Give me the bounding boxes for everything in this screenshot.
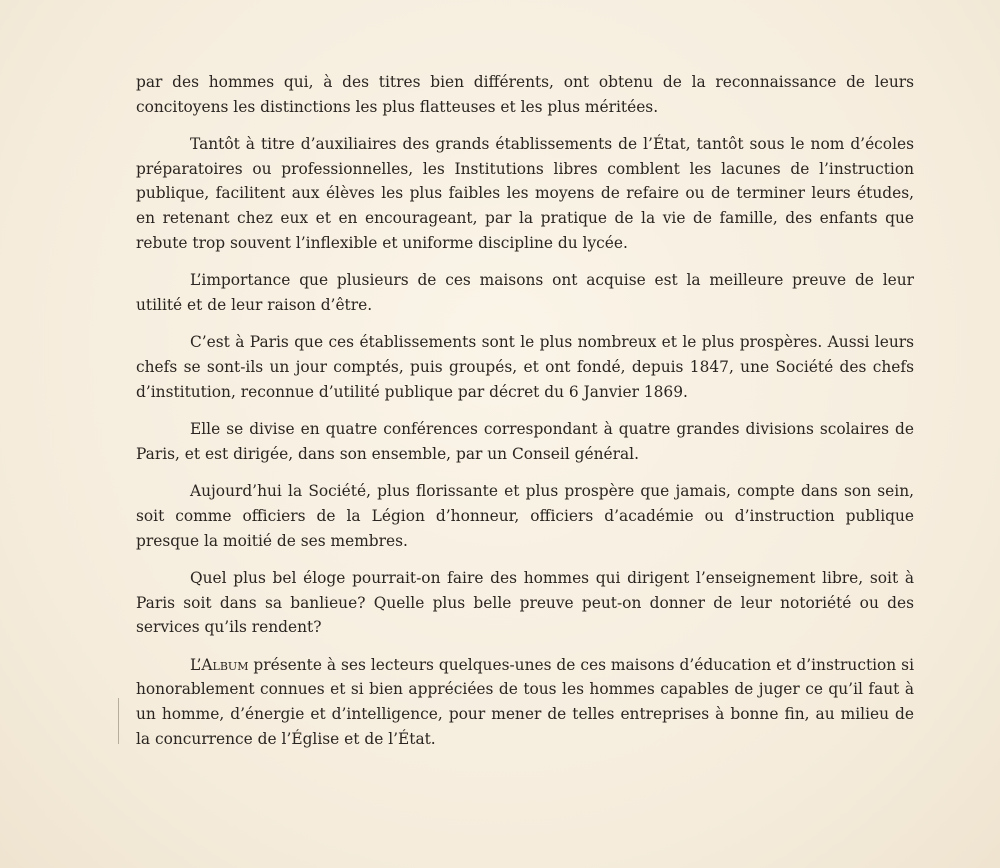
paragraph-5: Elle se divise en quatre conférences correspondant à quatre grandes divisions scolaires de Paris, et est dirigée, dans son ensemble, par un Conseil général. [136,420,914,463]
paragraph-2: Tantôt à titre d’auxiliaires des grands établissements de l’État, tantôt sous le nom d’écoles préparatoires ou professionnelles, les Institutions libres comblent les lacunes de l’instruction publique, facilitent aux élèves les plus faibles les moyens de refaire ou de terminer leurs études, en retenant chez eux et en encourageant, par la pratique de la vie de famille, des enfants que rebute trop souvent l’inflexible et uniforme discipline du lycée. [136,135,914,252]
paragraph-8-text: présente à ses lecteurs quelques-unes de ces maisons d’éducation et d’instruction si honorablement connues et si bien appréciées de tous les hommes capables de juger ce qu’il faut à un homme, d’énergie et d’intelligence, pour mener de telles entreprises à bonne fin, au milieu de la concurrence de l’Église et de l’État. [136,655,914,748]
paragraph-4: C’est à Paris que ces établissements sont le plus nombreux et le plus prospères. Aussi leurs chefs se sont-ils un jour comptés, puis groupés, et ont fondé, depuis 1847, une Société des chefs d’institution, reconnue d’utilité publique par décret du 6 Janvier 1869. [136,333,914,401]
paragraph-8-lead: L’ [190,655,202,674]
margin-pencil-mark [118,698,119,744]
album-title: Album [201,655,249,674]
paragraph-8 [136,653,914,751]
paragraph-1: par des hommes qui, à des titres bien différents, ont obtenu de la reconnaissance de leurs concitoyens les distinctions les plus flatteuses et les plus méritées. [136,73,914,116]
paragraph-6: Aujourd’hui la Société, plus florissante et plus prospère que jamais, compte dans son sein, soit comme officiers de la Légion d’honneur, officiers d’académie ou d’instruction publique presque la moitié de ses membres. [136,482,914,550]
document-body [136,70,914,764]
paragraph-3: L’importance que plusieurs de ces maisons ont acquise est la meilleure preuve de leur utilité et de leur raison d’être. [136,271,914,314]
paragraph-7: Quel plus bel éloge pourrait-on faire des hommes qui dirigent l’enseignement libre, soit à Paris soit dans sa banlieue? Quelle plus belle preuve peut-on donner de leur notoriété ou des services qu’ils rendent? [136,569,914,637]
